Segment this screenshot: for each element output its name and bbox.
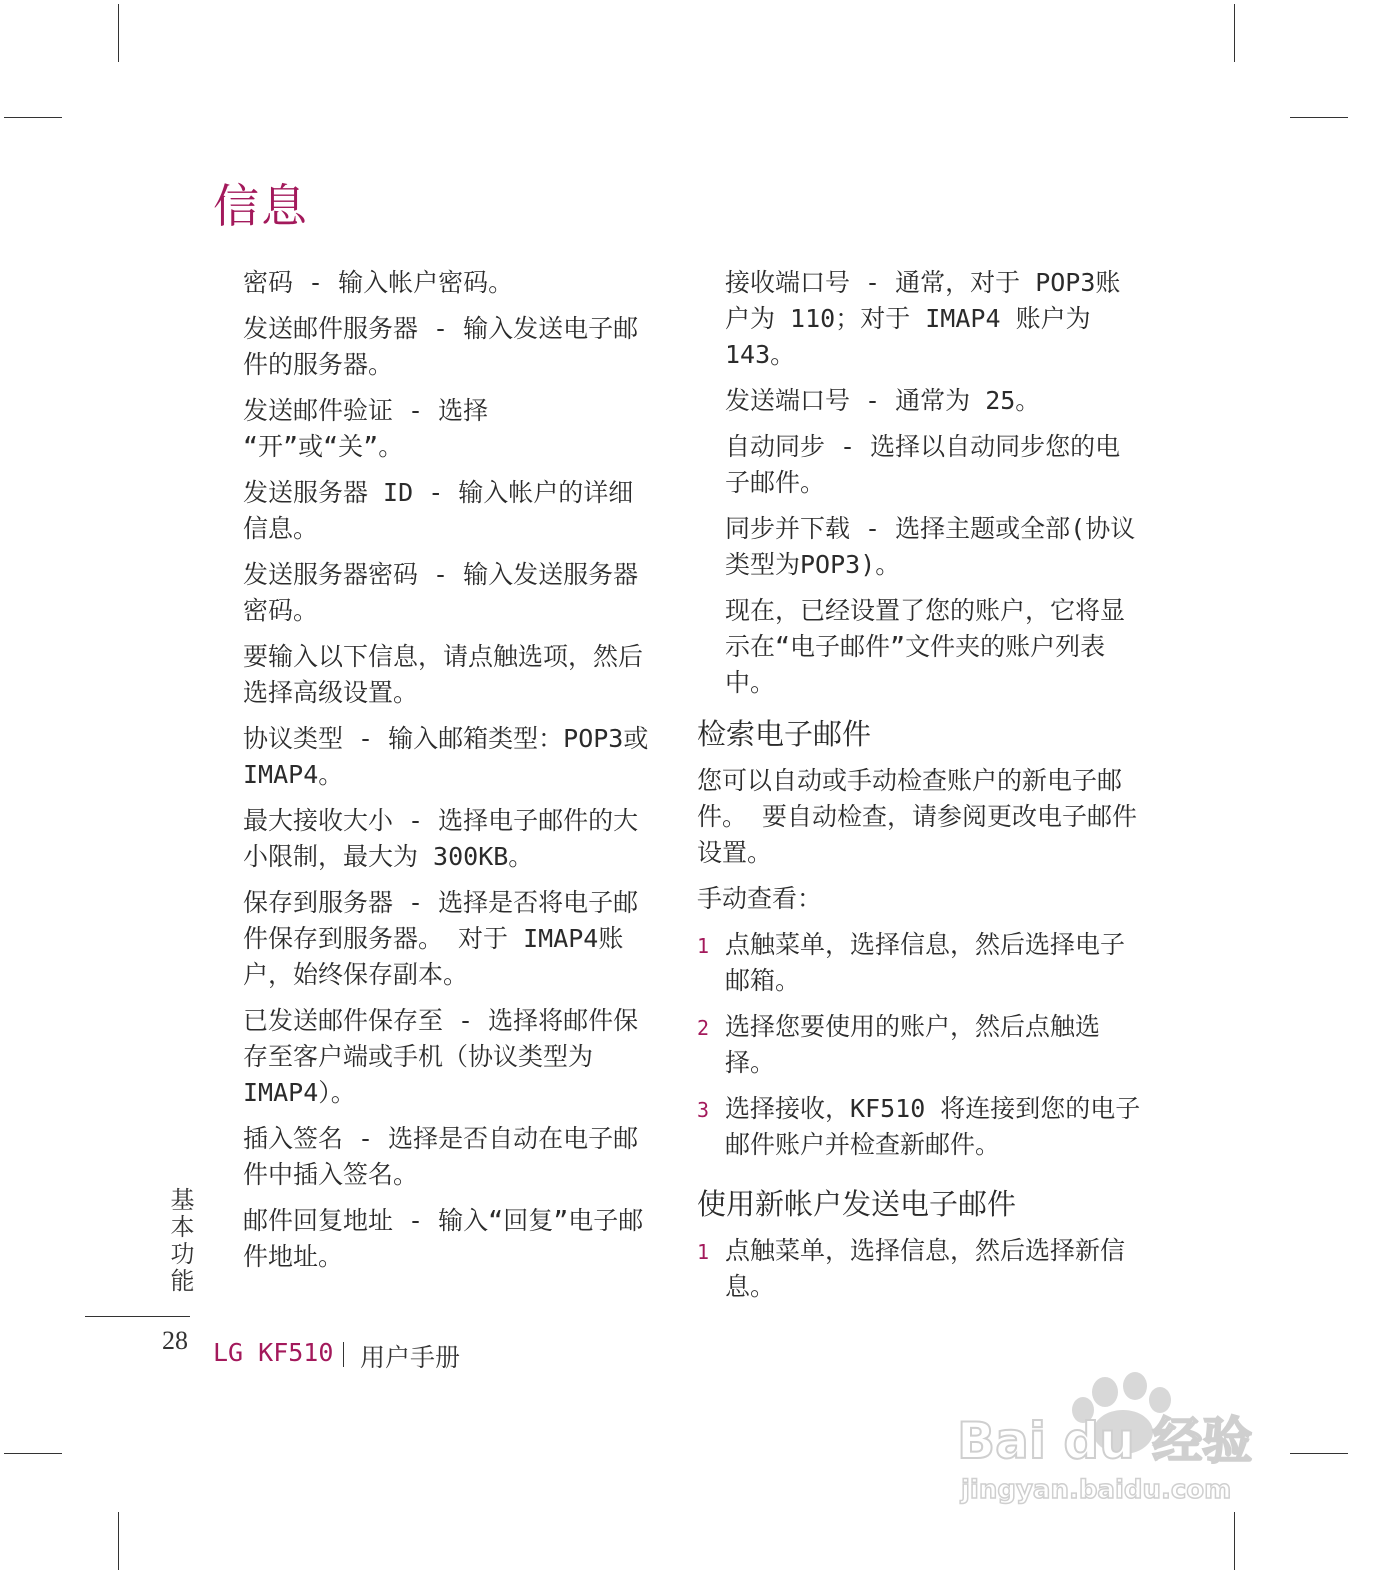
divider bbox=[85, 1316, 190, 1317]
crop-mark bbox=[1290, 1453, 1348, 1454]
crop-mark bbox=[4, 1453, 62, 1454]
list-item bbox=[697, 927, 1142, 999]
side-section-label: 基本功能 bbox=[166, 1187, 194, 1295]
footer-doc-title: 用户手册 bbox=[360, 1343, 461, 1372]
paragraph: 您可以自动或手动检查账户的新电子邮件。 要自动检查，请参阅更改电子邮件设置。 bbox=[697, 766, 1138, 867]
step-text: 选择接收，KF510 将连接到您的电子邮件账户并检查新邮件。 bbox=[725, 1094, 1141, 1159]
paragraph: 插入签名 - 选择是否自动在电子邮件中插入签名。 bbox=[243, 1124, 639, 1189]
watermark-url: jingyan.baidu.com bbox=[961, 1475, 1232, 1505]
left-column bbox=[243, 265, 658, 1285]
paragraph: 密码 - 输入帐户密码。 bbox=[243, 268, 514, 297]
paragraph: 发送服务器 ID - 输入帐户的详细信息。 bbox=[243, 478, 634, 543]
paragraph: 发送邮件服务器 - 输入发送电子邮件的服务器。 bbox=[243, 314, 639, 379]
baidu-watermark bbox=[955, 1370, 1275, 1520]
paragraph: 发送邮件验证 - 选择 “开”或“关”。 bbox=[243, 396, 489, 461]
step-text: 点触菜单，选择信息，然后选择新信息。 bbox=[725, 1236, 1126, 1301]
step-list bbox=[697, 927, 1142, 1163]
step-text: 选择您要使用的账户，然后点触选择。 bbox=[725, 1012, 1101, 1077]
paragraph: 已发送邮件保存至 - 选择将邮件保存至客户端或手机（协议类型为IMAP4）。 bbox=[243, 1006, 639, 1107]
crop-mark bbox=[4, 117, 62, 118]
step-number: 2 bbox=[697, 1016, 710, 1040]
paragraph: 要输入以下信息，请点触选项，然后选择高级设置。 bbox=[243, 642, 644, 707]
paragraph: 自动同步 - 选择以自动同步您的电子邮件。 bbox=[725, 432, 1121, 497]
paragraph: 发送端口号 - 通常为 25。 bbox=[725, 386, 1041, 415]
list-item bbox=[697, 1009, 1142, 1081]
paragraph: 发送服务器密码 - 输入发送服务器密码。 bbox=[243, 560, 639, 625]
paragraph: 接收端口号 - 通常，对于 POP3账户为 110；对于 IMAP4 账户为143。 bbox=[725, 268, 1121, 369]
step-number: 3 bbox=[697, 1098, 710, 1122]
right-column bbox=[697, 265, 1142, 1315]
crop-mark bbox=[1234, 1512, 1235, 1570]
page-number: 28 bbox=[162, 1326, 188, 1355]
list-item bbox=[697, 1233, 1142, 1305]
paragraph: 同步并下载 - 选择主题或全部(协议类型为POP3)。 bbox=[725, 514, 1136, 579]
crop-mark bbox=[118, 4, 119, 62]
page-title: 信息 bbox=[213, 179, 309, 233]
list-item bbox=[697, 1091, 1142, 1163]
paragraph: 邮件回复地址 - 输入“回复”电子邮件地址。 bbox=[243, 1206, 644, 1271]
step-number: 1 bbox=[697, 1240, 710, 1264]
section-heading: 使用新帐户发送电子邮件 bbox=[697, 1187, 1017, 1221]
paragraph: 手动查看： bbox=[697, 884, 823, 913]
paragraph: 现在，已经设置了您的账户，它将显示在“电子邮件”文件夹的账户列表中。 bbox=[725, 596, 1126, 697]
watermark-logo-text: Bai du 经验 bbox=[957, 1412, 1253, 1470]
step-list bbox=[697, 1233, 1142, 1305]
footer-brand: LG KF510 bbox=[213, 1338, 334, 1367]
crop-mark bbox=[1234, 4, 1235, 62]
paragraph: 最大接收大小 - 选择电子邮件的大小限制，最大为 300KB。 bbox=[243, 806, 639, 871]
paragraph: 协议类型 - 输入邮箱类型：POP3或 IMAP4。 bbox=[243, 724, 649, 789]
crop-mark bbox=[1290, 117, 1348, 118]
step-text: 点触菜单，选择信息，然后选择电子邮箱。 bbox=[725, 930, 1126, 995]
step-number: 1 bbox=[697, 934, 710, 958]
divider bbox=[343, 1342, 344, 1367]
section-heading: 检索电子邮件 bbox=[697, 717, 872, 751]
paragraph: 保存到服务器 - 选择是否将电子邮件保存到服务器。 对于 IMAP4账户，始终保存副本。 bbox=[243, 888, 639, 989]
crop-mark bbox=[118, 1512, 119, 1570]
